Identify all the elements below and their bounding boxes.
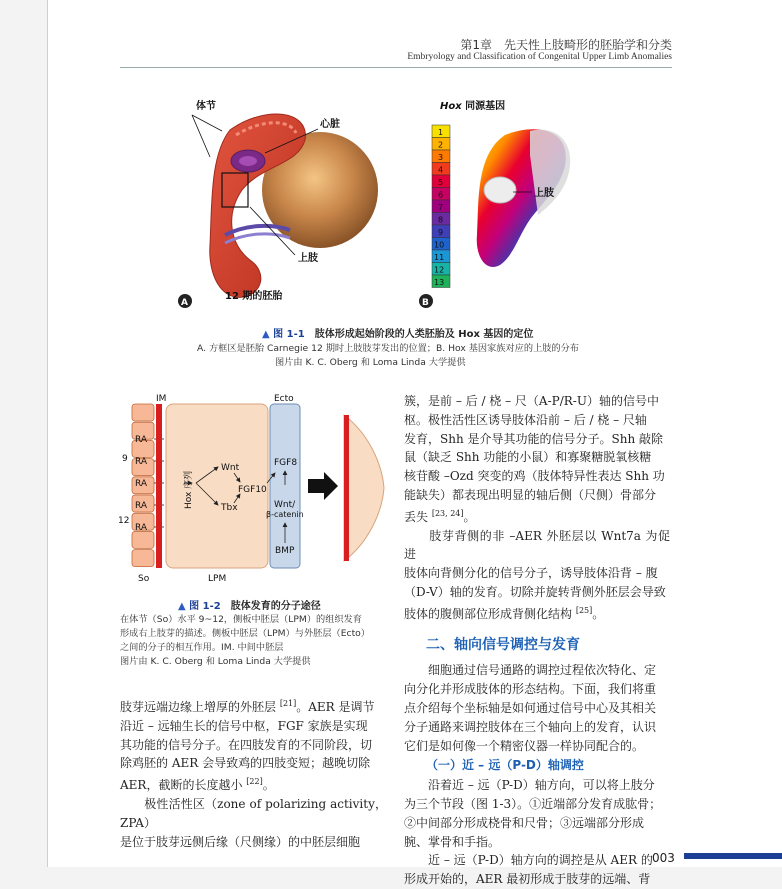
panel-b-label: B	[422, 298, 429, 308]
figure-1-1-caption-line1: A. 方框区是胚胎 Carnegie 12 期时上肢肢芽发出的位置；B. Hox 基因家族对应的上肢的分布	[197, 343, 579, 354]
caption-line: 形成右上肢芽的描述。侧板中胚层（LPM）与外胚层（Ecto）	[120, 628, 370, 639]
hox-number: 11	[434, 253, 445, 262]
label-heart: 心脏	[320, 119, 340, 130]
text-line: 是位于肢芽远侧后缘（尺侧缘）的中胚层细胞	[120, 834, 361, 849]
hox-number: 4	[438, 165, 444, 175]
figure-1-1-caption-line2: 图片由 K. C. Oberg 和 Loma Linda 大学提供	[275, 357, 466, 368]
text-line: 肢芽背侧的非 –AER 外胚层以 Wnt7a 为促进	[404, 528, 670, 562]
text-line: 能缺失）都表现出明显的轴后侧（尺侧）骨部分	[404, 487, 657, 502]
ra-label: RA	[135, 523, 148, 533]
hox-number: 6	[438, 190, 444, 200]
label-wnt-beta-2: β-catenin	[266, 510, 304, 519]
ra-label: RA	[135, 457, 148, 467]
text-line: 除鸡胚的 AER 会导致鸡的四肢变短；越晚切除	[120, 756, 371, 771]
ra-label: RA	[135, 501, 148, 511]
text-line: 肢体向背侧分化的信号分子，诱导肢体沿背 – 腹	[404, 566, 658, 581]
text-line: 肢体的腹侧部位形成背侧化结构 [25]。	[404, 605, 605, 621]
label-bmp: BMP	[275, 546, 295, 556]
text-line: 其功能的信号分子。在四肢发育的不同阶段，切	[120, 737, 373, 752]
section-title: 二、轴向信号调控与发育	[426, 636, 580, 653]
hox-number: 5	[438, 178, 444, 187]
label-wnt-beta-1: Wnt/	[274, 500, 296, 510]
page-number: 003	[652, 851, 675, 865]
text-line: 沿着近 – 远（P-D）轴方向，可以将上肢分	[404, 778, 655, 793]
text-line: 鼠（缺乏 Shh 功能的小鼠）和寡聚糖脱氧核糖	[404, 450, 652, 465]
label-fgf8: FGF8	[274, 458, 298, 468]
figure-1-2-caption-title: ▲ 图 1-2 肢体发育的分子途径	[178, 601, 321, 612]
label-12: 12	[118, 516, 130, 526]
figure-1-1-caption-title: ▲ 图 1-1 肢体形成起始阶段的人类胚胎及 Hox 基因的定位	[262, 329, 534, 340]
left-column-text	[120, 695, 387, 851]
text-line: 沿近 – 远轴生长的信号中枢，FGF 家族是实现	[120, 718, 368, 733]
text-line: 形成开始的，AER 最初形成于肢芽的远端、背	[404, 872, 651, 887]
caption-line: 之间的分子的相互作用。IM. 中间中胚层	[120, 642, 284, 653]
right-column-text	[404, 392, 670, 889]
text-line: 为三个节段（图 1-3）。①近端部分发育成肱骨；	[404, 796, 662, 811]
text-line: 发育，Shh 是介导其功能的信号分子。Shh 敲除	[404, 431, 663, 446]
label-im: IM	[156, 394, 167, 404]
hox-number: 1	[438, 128, 444, 137]
figure-1-2-caption-body	[120, 613, 390, 669]
im-bar	[156, 404, 162, 568]
hox-limb-bud	[484, 177, 516, 203]
hox-title: Hox 同源基因	[440, 101, 506, 112]
figure-1-2	[118, 393, 400, 585]
text-line: 核苷酸 –Ozd 突变的鸡（肢体特异性表达 Shh 功	[404, 469, 665, 484]
hox-number: 9	[438, 228, 444, 237]
label-lpm: LPM	[208, 574, 227, 584]
somite-cell	[132, 550, 154, 567]
hox-number: 3	[438, 153, 444, 162]
limb-bud-shape	[344, 415, 384, 561]
subsection-title: （一）近 – 远（P-D）轴调控	[426, 758, 584, 773]
text-line: （D-V）轴的发育。切除并旋转背侧外胚层会导致	[404, 584, 666, 599]
text-line: 向分化并形成肢体的形态结构。下面，我们将重	[404, 682, 657, 697]
text-line: 它们是如何像一个精密仪器一样协同配合的。	[404, 738, 645, 753]
header-rule	[120, 67, 672, 68]
label-fgf10: FGF10	[238, 485, 267, 495]
hox-number: 2	[438, 140, 444, 150]
figure-1-1	[170, 95, 610, 320]
text-line: 分子通路来调控肢体在三个轴向上的发育，认识	[404, 719, 657, 734]
somite-cell	[132, 404, 154, 421]
hox-number: 12	[434, 265, 445, 275]
label-upper-limb-a: 上肢	[298, 253, 318, 264]
text-line: AER，截断的长度越小 [22]。	[120, 777, 275, 793]
text-line: ②中间部分形成桡骨和尺骨；③远端部分形成	[404, 815, 645, 830]
hox-color-column	[432, 125, 450, 288]
page-edge	[47, 0, 48, 867]
text-line: 极性活性区（zone of polarizing activity，ZPA）	[120, 796, 387, 830]
text-line: 点介绍每个坐标轴是如何通过信号中心及其相关	[404, 700, 657, 715]
somite-cell	[132, 531, 154, 548]
text-line: 腕、掌骨和手指。	[404, 834, 501, 849]
label-tbx: Tbx	[221, 503, 238, 513]
label-so: So	[138, 574, 150, 584]
label-stage: 12 期的胚胎	[225, 291, 283, 302]
text-line: 丢失 [23, 24]。	[404, 508, 476, 524]
running-header-chapter: 第1章 先天性上肢畸形的胚胎学和分类	[460, 38, 672, 52]
hox-number: 7	[438, 203, 444, 212]
label-9: 9	[122, 454, 128, 464]
hox-number: 10	[434, 240, 445, 250]
caption-line: 在体节（So）水平 9~12，侧板中胚层（LPM）的组织发育	[120, 614, 362, 625]
text-line: 细胞通过信号通路的调控过程依次特化、定	[404, 663, 657, 678]
text-line: 枢。极性活性区诱导肢体沿前 – 后 / 桡 – 尺轴	[404, 412, 647, 427]
text-line: 簇，是前 – 后 / 桡 – 尺（A-P/R-U）轴的信号中	[404, 394, 659, 408]
limb-bud-stripe	[344, 415, 349, 561]
ra-label: RA	[135, 435, 148, 445]
label-wnt: Wnt	[221, 463, 240, 473]
label-upper-limb-b: 上肢	[534, 188, 554, 199]
ra-label: RA	[135, 479, 148, 489]
text-line: 近 – 远（P-D）轴方向的调控是从 AER 的	[404, 853, 653, 868]
caption-line: 图片由 K. C. Oberg 和 Loma Linda 大学提供	[120, 656, 311, 667]
text-line: 肢芽远端边缘上增厚的外胚层 [21]。AER 是调节	[120, 699, 375, 714]
label-ecto: Ecto	[274, 394, 294, 404]
hox-number: 8	[438, 215, 444, 225]
panel-a-label: A	[181, 298, 188, 308]
hox-sequence-label: Hox 序列	[184, 470, 194, 509]
running-header-english: Embryology and Classification of Congenital Upper Limb Anomalies	[407, 52, 672, 62]
ecto-box	[270, 404, 300, 568]
page-number-bar	[684, 853, 782, 859]
hox-number: 13	[434, 278, 445, 287]
label-somite: 体节	[196, 101, 216, 112]
big-arrow	[308, 472, 338, 500]
